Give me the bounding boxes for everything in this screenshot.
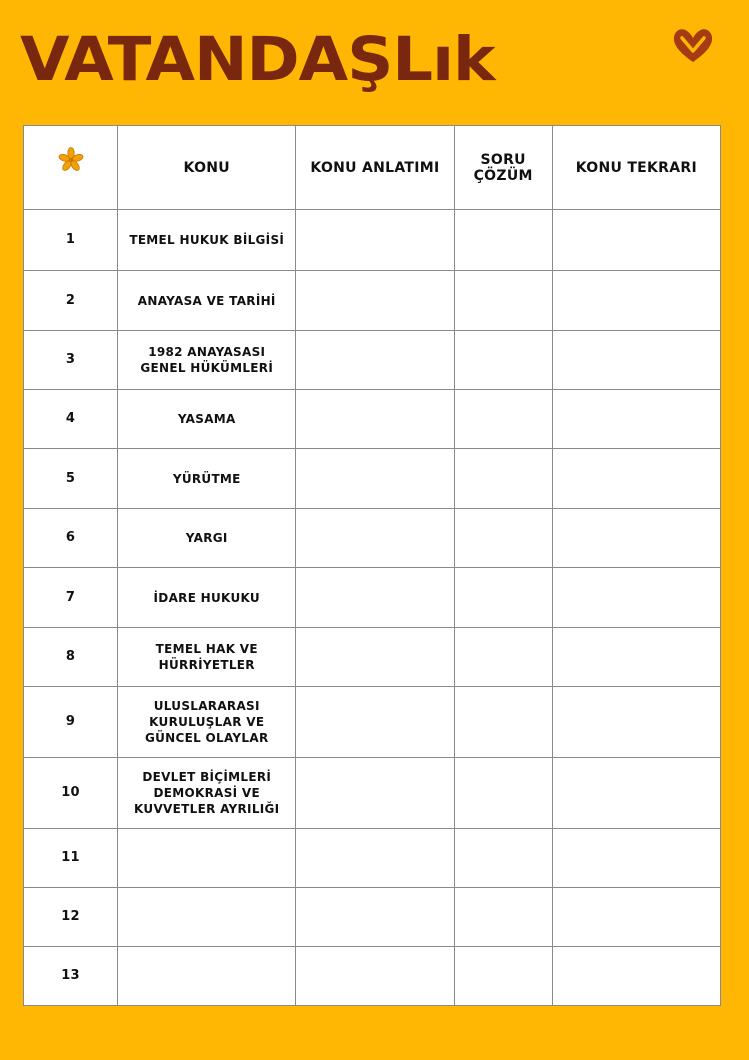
soru-cozum-cell[interactable] [454,568,552,628]
konu-anlatimi-cell[interactable] [296,758,454,829]
row-number: 10 [24,758,118,829]
table-row [24,271,721,331]
table-row [24,449,721,509]
konu-anlatimi-cell[interactable] [296,947,454,1006]
konu-tekrari-cell[interactable] [552,628,720,687]
soru-cozum-cell[interactable] [454,628,552,687]
konu-tekrari-cell[interactable] [552,271,720,331]
konu-tekrari-cell[interactable] [552,331,720,390]
konu-anlatimi-cell[interactable] [296,568,454,628]
row-topic: TEMEL HUKUK BİLGİSİ [118,210,296,271]
konu-anlatimi-cell[interactable] [296,829,454,888]
table-row [24,210,721,271]
table-row [24,390,721,449]
konu-tekrari-cell[interactable] [552,888,720,947]
table-row [24,758,721,829]
row-number: 4 [24,390,118,449]
row-number: 7 [24,568,118,628]
row-topic: ULUSLARARASI KURULUŞLAR VE GÜNCEL OLAYLAR [118,687,296,758]
konu-anlatimi-cell[interactable] [296,331,454,390]
konu-anlatimi-cell[interactable] [296,888,454,947]
header-konu: KONU [118,126,296,210]
row-number: 5 [24,449,118,509]
konu-anlatimi-cell[interactable] [296,628,454,687]
row-number: 13 [24,947,118,1006]
table-row [24,829,721,888]
header-star-cell [24,126,118,210]
page-title: VATANDAŞLık [20,24,495,96]
konu-tekrari-cell[interactable] [552,568,720,628]
row-topic: YÜRÜTME [118,449,296,509]
soru-cozum-cell[interactable] [454,390,552,449]
soru-cozum-cell[interactable] [454,509,552,568]
soru-cozum-cell[interactable] [454,829,552,888]
table-row [24,947,721,1006]
header-soru-cozum: SORU ÇÖZÜM [454,126,552,210]
row-topic: ANAYASA VE TARİHİ [118,271,296,331]
konu-tekrari-cell[interactable] [552,829,720,888]
row-topic: YARGI [118,509,296,568]
row-topic: YASAMA [118,390,296,449]
row-topic [118,947,296,1006]
soru-cozum-cell[interactable] [454,888,552,947]
soru-cozum-cell[interactable] [454,271,552,331]
table-row [24,687,721,758]
heart-icon [670,24,716,66]
row-number: 3 [24,331,118,390]
star-icon [58,147,84,173]
konu-anlatimi-cell[interactable] [296,210,454,271]
row-topic: 1982 ANAYASASI GENEL HÜKÜMLERİ [118,331,296,390]
konu-anlatimi-cell[interactable] [296,390,454,449]
row-number: 1 [24,210,118,271]
row-number: 2 [24,271,118,331]
row-topic [118,829,296,888]
konu-tekrari-cell[interactable] [552,509,720,568]
konu-tekrari-cell[interactable] [552,210,720,271]
header-row [24,126,721,210]
row-number: 11 [24,829,118,888]
row-number: 9 [24,687,118,758]
konu-anlatimi-cell[interactable] [296,271,454,331]
konu-anlatimi-cell[interactable] [296,687,454,758]
konu-tekrari-cell[interactable] [552,947,720,1006]
soru-cozum-cell[interactable] [454,758,552,829]
header-konu-tekrari: KONU TEKRARI [552,126,720,210]
row-topic [118,888,296,947]
header-konu-anlatimi: KONU ANLATIMI [296,126,454,210]
soru-cozum-cell[interactable] [454,210,552,271]
soru-cozum-cell[interactable] [454,449,552,509]
table-row [24,568,721,628]
row-topic: İDARE HUKUKU [118,568,296,628]
table-row [24,888,721,947]
row-topic: TEMEL HAK VE HÜRRİYETLER [118,628,296,687]
konu-tekrari-cell[interactable] [552,687,720,758]
soru-cozum-cell[interactable] [454,331,552,390]
soru-cozum-cell[interactable] [454,947,552,1006]
konu-anlatimi-cell[interactable] [296,509,454,568]
row-topic: DEVLET BİÇİMLERİ DEMOKRASİ VE KUVVETLER AYRILIĞI [118,758,296,829]
table-row [24,628,721,687]
konu-anlatimi-cell[interactable] [296,449,454,509]
row-number: 6 [24,509,118,568]
konu-tekrari-cell[interactable] [552,449,720,509]
soru-cozum-cell[interactable] [454,687,552,758]
row-number: 8 [24,628,118,687]
table-row [24,509,721,568]
konu-tekrari-cell[interactable] [552,390,720,449]
table-row [24,331,721,390]
row-number: 12 [24,888,118,947]
konu-tekrari-cell[interactable] [552,758,720,829]
study-table [23,125,721,1006]
